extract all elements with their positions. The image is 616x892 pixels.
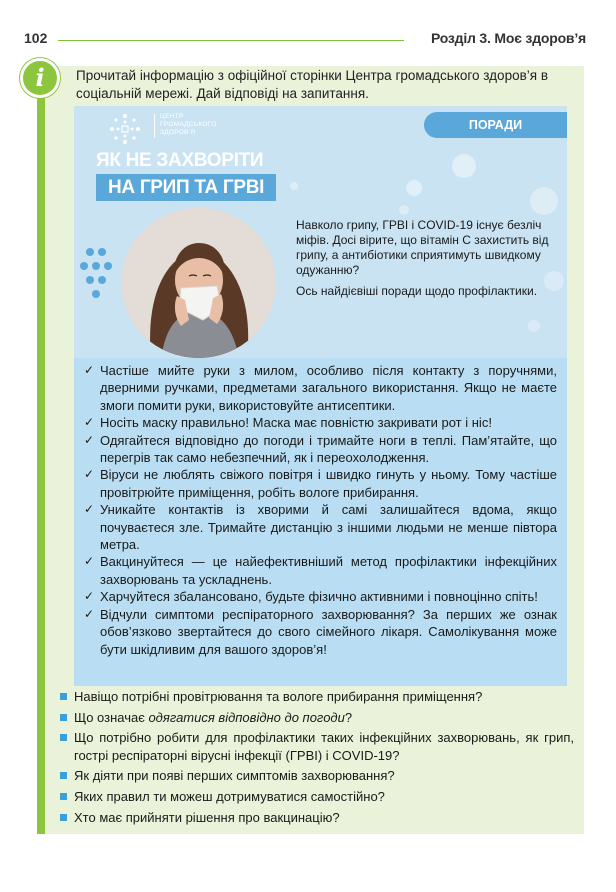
page-number: 102 [24, 30, 48, 46]
page-header [0, 0, 616, 60]
logo-separator [154, 114, 155, 138]
question-text: Що означає [74, 709, 149, 725]
question-item [58, 788, 574, 806]
tip-item [84, 501, 557, 553]
checkmark-icon: ✓ [84, 589, 95, 604]
square-bullet-icon [60, 714, 67, 721]
checkmark-icon: ✓ [84, 363, 95, 377]
poster-text [296, 218, 551, 305]
questions-list [58, 688, 574, 829]
question-end: ? [344, 709, 353, 725]
tip-text: Уникайте контактів із хворими й самі залишайтеся вдома, якщо почуваєтеся зле. Тримайте дистанцію з іншими людьми не менше півтора метра. [100, 502, 557, 553]
tip-item [84, 414, 557, 431]
checkmark-icon: ✓ [84, 432, 95, 447]
sneezing-woman-photo [121, 208, 276, 358]
question-text: Хто має прийняти рішення про вакцинацію? [74, 809, 340, 825]
info-icon: i [20, 58, 60, 98]
poster-paragraph-1: Навколо грипу, ГРВІ і COVID-19 існує безліч міфів. Досі вірите, що вітамін С захистить від грипу, а антибіотики сприятимуть швидкому одужанню? [296, 218, 549, 277]
square-bullet-icon [60, 814, 67, 821]
tip-text: Частіше мийте руки з милом, особливо після контакту з поручнями, дверними ручками, предметами загального використання. Якщо не маєте змоги помити руки, використовуйте антисептики. [100, 363, 557, 413]
center-logo-text: ЦЕНТР ГРОМАДСЬКОГО ЗДОРОВ’Я [160, 113, 217, 136]
checkmark-icon: ✓ [84, 606, 95, 621]
center-logo-icon [108, 112, 142, 146]
tip-text: Відчули симптоми респіраторного захворювання? За перших же ознак обов’язково звертайтеся до свого сімейного лікаря. Самолікування може бути шкідливим для вашого здоров’я! [100, 606, 557, 657]
question-item [58, 709, 574, 727]
header-divider [58, 40, 404, 41]
tip-text: Вакцинуйтеся — це найефективніший метод профілактики інфекційних захворювань та ускладнень. [100, 554, 557, 587]
question-text: Що потрібно робити для профілактики таких інфекційних захворювань, як грип, гострі респіраторні вірусні інфекції (ГРВІ) і COVID-19? [74, 730, 574, 763]
exercise-sidebar-bar [37, 66, 45, 834]
tip-item [84, 466, 557, 501]
question-text: Як діяти при появі перших симптомів захворювання? [74, 768, 395, 784]
square-bullet-icon [60, 693, 67, 700]
tip-text: Носіть маску правильно! Маска має повністю закривати рот і ніс! [100, 415, 492, 431]
tips-checklist [74, 358, 567, 686]
question-text: Навіщо потрібні провітрювання та вологе прибирання приміщення? [74, 689, 483, 704]
poster-headline-line1: ЯК НЕ ЗАХВОРІТИ [96, 150, 264, 171]
poster-paragraph-2: Ось найдієвіші поради щодо профілактики. [296, 284, 538, 298]
tip-item [84, 606, 557, 658]
section-title: Розділ 3. Моє здоров’я [430, 30, 586, 46]
tips-tab-label: ПОРАДИ [424, 112, 567, 138]
question-text: Яких правил ти можеш дотримуватися самостійно? [74, 788, 385, 804]
tip-item [84, 432, 557, 467]
exercise-instructions: Прочитай інформацію з офіційної сторінки Центра громадського здоров’я в соціальній мережі. Дай відповіді на запитання. [76, 68, 548, 101]
square-bullet-icon [60, 772, 67, 779]
tip-text: Одягайтеся відповідно до погоди і тримайте ноги в теплі. Пам’ятайте, що перегрів так само небезпечний, як і переохолодження. [100, 432, 557, 466]
question-item [58, 809, 574, 827]
checkmark-icon: ✓ [84, 415, 95, 430]
poster-headline-line2: НА ГРИП ТА ГРВІ [96, 174, 276, 201]
health-poster [74, 106, 567, 358]
question-item [58, 688, 574, 706]
tip-item [84, 362, 557, 414]
square-bullet-icon [60, 793, 67, 800]
tip-item [84, 588, 557, 605]
question-emphasis: одягатися відповідно до погоди [148, 709, 345, 725]
tip-text: Харчуйтеся збалансовано, будьте фізично активними і повноцінно спіть! [100, 589, 538, 605]
tip-text: Віруси не люблять свіжого повітря і швидко гинуть у ньому. Тому частіше провітрюйте приміщення, робіть вологе прибирання. [100, 467, 557, 500]
checkmark-icon: ✓ [84, 554, 95, 569]
checkmark-icon: ✓ [84, 467, 95, 482]
tip-item [84, 553, 557, 588]
question-item [58, 729, 574, 764]
square-bullet-icon [60, 734, 67, 741]
question-item [58, 767, 574, 785]
checkmark-icon: ✓ [84, 502, 95, 517]
